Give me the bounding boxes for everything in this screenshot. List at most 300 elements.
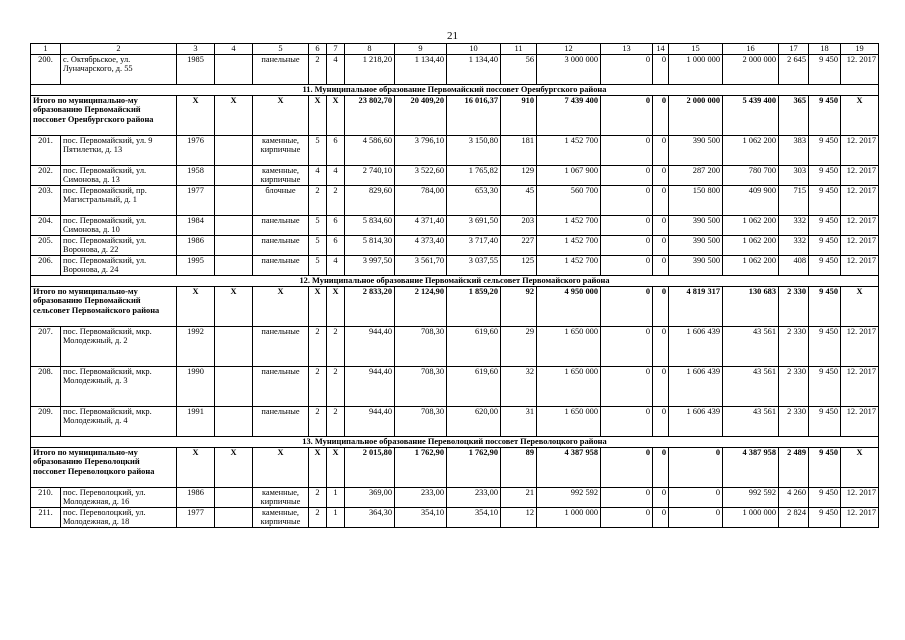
address-cell: пос. Первомайский, ул. 9 Пятилетки, д. 13 [61,136,177,166]
table-cell: 32 [501,367,537,407]
table-cell: 1 062 200 [723,216,779,236]
total-cell: 92 [501,287,537,327]
table-cell: блочные [253,186,309,216]
section-heading-row [31,276,879,287]
deadline-cell: 12. 2017 [841,55,879,85]
deadline-cell: 12. 2017 [841,136,879,166]
total-cell: 1 859,20 [447,287,501,327]
table-cell [215,136,253,166]
table-row [31,327,879,367]
column-number: 13 [601,44,653,55]
table-cell: 9 450 [809,236,841,256]
table-cell: 0 [601,488,653,508]
table-cell: 4 [327,166,345,186]
table-row [31,136,879,166]
column-number: 9 [395,44,447,55]
table-cell: 1 606 439 [669,367,723,407]
table-cell: 0 [653,236,669,256]
table-cell: 944,40 [345,327,395,367]
row-number: 207. [31,327,61,367]
total-cell: X [253,287,309,327]
table-cell: 0 [653,508,669,528]
total-row [31,287,879,327]
total-label: Итого по муниципально-му образованию Переволоцкий поссовет Переволоцкого района [31,448,177,488]
deadline-cell: 12. 2017 [841,367,879,407]
total-cell: X [327,448,345,488]
table-cell: 0 [653,367,669,407]
table-cell: 4 586,60 [345,136,395,166]
table-cell: 9 450 [809,216,841,236]
total-cell: 2 489 [779,448,809,488]
table-cell: 2 [327,186,345,216]
table-cell: 708,30 [395,367,447,407]
table-cell: 619,60 [447,367,501,407]
total-cell: 2 330 [779,287,809,327]
table-cell: 43 561 [723,367,779,407]
table-cell: 0 [601,136,653,166]
table-cell: 2 330 [779,407,809,437]
row-number: 201. [31,136,61,166]
table-cell: 0 [601,55,653,85]
table-cell: 390 500 [669,236,723,256]
table-cell: панельные [253,327,309,367]
table-cell: 2 [327,327,345,367]
table-cell: 1 134,40 [395,55,447,85]
deadline-cell: 12. 2017 [841,488,879,508]
total-cell: 0 [669,448,723,488]
table-cell: 383 [779,136,809,166]
table-cell [215,186,253,216]
total-cell: 365 [779,96,809,136]
address-cell: пос. Переволоцкий, ул. Молодежная, д. 16 [61,488,177,508]
table-cell: каменные, кирпичные [253,136,309,166]
table-cell: 3 717,40 [447,236,501,256]
table-cell: 1 765,82 [447,166,501,186]
table-cell: 1 062 200 [723,136,779,166]
table-cell: 0 [653,488,669,508]
table-row [31,488,879,508]
table-cell: 0 [601,236,653,256]
total-cell: 910 [501,96,537,136]
table-cell: 390 500 [669,136,723,166]
table-row [31,55,879,85]
table-row [31,216,879,236]
table-cell: 0 [653,327,669,367]
address-cell: пос. Первомайский, мкр. Молодежный, д. 3 [61,367,177,407]
total-cell: X [215,448,253,488]
table-cell: 0 [669,508,723,528]
table-cell: 1991 [177,407,215,437]
column-number: 10 [447,44,501,55]
table-cell: 944,40 [345,367,395,407]
total-cell: 2 124,90 [395,287,447,327]
page-number: 21 [447,30,458,42]
table-cell: 0 [601,256,653,276]
total-cell: X [327,287,345,327]
table-cell: 2 [309,508,327,528]
column-number: 6 [309,44,327,55]
table-cell: 715 [779,186,809,216]
deadline-cell: 12. 2017 [841,327,879,367]
total-cell: 9 450 [809,287,841,327]
table-cell: 9 450 [809,407,841,437]
column-number: 1 [31,44,61,55]
total-cell: X [841,287,879,327]
total-cell: X [253,448,309,488]
total-cell: 0 [601,287,653,327]
table-cell: 1 452 700 [537,256,601,276]
table-cell [215,407,253,437]
table-cell: 1 062 200 [723,256,779,276]
address-cell: пос. Первомайский, пр. Магистральный, д. 1 [61,186,177,216]
table-cell: 1958 [177,166,215,186]
row-number: 211. [31,508,61,528]
table-cell: 9 450 [809,136,841,166]
table-cell: 1 [327,508,345,528]
table-cell: 1 452 700 [537,236,601,256]
row-number: 205. [31,236,61,256]
total-cell: X [215,96,253,136]
deadline-cell: 12. 2017 [841,256,879,276]
table-cell: 1 134,40 [447,55,501,85]
table-row [31,367,879,407]
table-cell: 4 [309,166,327,186]
table-cell: 43 561 [723,327,779,367]
table-cell: 0 [653,216,669,236]
total-cell: 130 683 [723,287,779,327]
total-cell: 7 439 400 [537,96,601,136]
table-cell: 125 [501,256,537,276]
row-number: 204. [31,216,61,236]
table-cell: 3 691,50 [447,216,501,236]
table-cell: 5 [309,236,327,256]
total-row [31,448,879,488]
total-cell: X [327,96,345,136]
total-cell: 5 439 400 [723,96,779,136]
table-cell: 1 062 200 [723,236,779,256]
table-cell: 9 450 [809,367,841,407]
table-row [31,186,879,216]
table-cell: 29 [501,327,537,367]
table-cell: каменные, кирпичные [253,508,309,528]
table-cell: 4 260 [779,488,809,508]
table-cell: 203 [501,216,537,236]
total-cell: 9 450 [809,96,841,136]
table-cell [215,236,253,256]
table-cell: 1 650 000 [537,407,601,437]
table-cell: 2 824 [779,508,809,528]
table-cell: 2 330 [779,327,809,367]
table-cell: 2 000 000 [723,55,779,85]
column-number: 7 [327,44,345,55]
total-cell: 16 016,37 [447,96,501,136]
table-cell: панельные [253,256,309,276]
table-cell: 6 [327,236,345,256]
table-cell: 2 [309,367,327,407]
table-cell: 3 997,50 [345,256,395,276]
table-cell: 3 150,80 [447,136,501,166]
table-cell: 56 [501,55,537,85]
table-cell: 227 [501,236,537,256]
table-cell: 2 [309,327,327,367]
total-cell: 0 [653,448,669,488]
table-cell: 4 373,40 [395,236,447,256]
table-cell: 1 606 439 [669,407,723,437]
table-row [31,256,879,276]
table-cell: 390 500 [669,216,723,236]
table-cell: 1 218,20 [345,55,395,85]
table-cell: 0 [601,186,653,216]
table-cell: 1 000 000 [669,55,723,85]
column-number: 8 [345,44,395,55]
table-cell: 1977 [177,186,215,216]
address-cell: пос. Первомайский, ул. Симонова, д. 13 [61,166,177,186]
table-cell: 408 [779,256,809,276]
total-row [31,96,879,136]
table-cell: 3 037,55 [447,256,501,276]
table-cell: 619,60 [447,327,501,367]
row-number: 208. [31,367,61,407]
table-cell: 233,00 [447,488,501,508]
address-cell: пос. Переволоцкий, ул. Молодежная, д. 18 [61,508,177,528]
table-cell: 9 450 [809,55,841,85]
table-cell: 3 561,70 [395,256,447,276]
column-number: 5 [253,44,309,55]
total-cell: 4 819 317 [669,287,723,327]
total-cell: X [253,96,309,136]
table-cell: 1986 [177,236,215,256]
table-cell: 0 [601,166,653,186]
table-cell: 43 561 [723,407,779,437]
table-cell: 1 067 900 [537,166,601,186]
table-cell: 5 814,30 [345,236,395,256]
table-cell: 1977 [177,508,215,528]
table-cell: 233,00 [395,488,447,508]
table-row [31,407,879,437]
table-cell: 287 200 [669,166,723,186]
table-row [31,166,879,186]
table-cell: 2 [309,186,327,216]
table-cell: 5 [309,216,327,236]
table-row [31,508,879,528]
total-cell: 23 802,70 [345,96,395,136]
row-number: 206. [31,256,61,276]
table-cell: 620,00 [447,407,501,437]
table-cell: 0 [669,488,723,508]
total-label: Итого по муниципально-му образованию Первомайский поссовет Оренбургского района [31,96,177,136]
table-cell: 992 592 [723,488,779,508]
table-cell [215,55,253,85]
section-heading-row [31,437,879,448]
table-cell: 4 371,40 [395,216,447,236]
table-cell: 708,30 [395,327,447,367]
table-cell: 1 [327,488,345,508]
deadline-cell: 12. 2017 [841,166,879,186]
table-cell: 1986 [177,488,215,508]
table-cell: 1 000 000 [723,508,779,528]
table-cell: 9 450 [809,166,841,186]
table-cell: 6 [327,216,345,236]
table-cell: 560 700 [537,186,601,216]
table-cell: 1 000 000 [537,508,601,528]
table-cell [215,327,253,367]
table-cell: 5 834,60 [345,216,395,236]
address-cell: пос. Первомайский, ул. Воронова, д. 24 [61,256,177,276]
row-number: 202. [31,166,61,186]
table-cell: 9 450 [809,488,841,508]
total-label: Итого по муниципально-му образованию Первомайский сельсовет Первомайского района [31,287,177,327]
table-cell: 354,10 [447,508,501,528]
table-cell: 1 606 439 [669,327,723,367]
table-cell: 9 450 [809,256,841,276]
deadline-cell: 12. 2017 [841,407,879,437]
table-cell: 1 452 700 [537,136,601,166]
table-cell: 369,00 [345,488,395,508]
row-number: 210. [31,488,61,508]
table-cell [215,256,253,276]
table-cell: 5 [309,136,327,166]
table-cell [215,508,253,528]
table-cell: 2 [327,367,345,407]
column-number: 15 [669,44,723,55]
table-cell: 2 330 [779,367,809,407]
total-cell: X [309,96,327,136]
column-number: 18 [809,44,841,55]
table-cell: 784,00 [395,186,447,216]
table-cell: 1992 [177,327,215,367]
table-cell: 45 [501,186,537,216]
table-cell: 0 [601,216,653,236]
table-cell: 332 [779,216,809,236]
section-heading: 12. Муниципальное образование Первомайский сельсовет Первомайского района [31,276,879,287]
section-heading: 11. Муниципальное образование Первомайский поссовет Оренбургского района [31,85,879,96]
table-cell: 0 [653,407,669,437]
table-cell: 2 645 [779,55,809,85]
row-number: 200. [31,55,61,85]
row-number: 209. [31,407,61,437]
table-cell: 1976 [177,136,215,166]
table-row [31,236,879,256]
table-cell: 9 450 [809,327,841,367]
table-cell: 0 [601,367,653,407]
section-heading: 13. Муниципальное образование Переволоцкий поссовет Переволоцкого района [31,437,879,448]
total-cell: 0 [601,96,653,136]
table-cell: 780 700 [723,166,779,186]
total-cell: 1 762,90 [447,448,501,488]
table-cell: 992 592 [537,488,601,508]
table-cell: 390 500 [669,256,723,276]
table-cell: 1 452 700 [537,216,601,236]
table-cell: 129 [501,166,537,186]
table-cell: 4 [327,55,345,85]
table-body [31,44,879,528]
table-cell [215,488,253,508]
total-cell: 2 833,20 [345,287,395,327]
section-heading-row [31,85,879,96]
table-cell: 944,40 [345,407,395,437]
table-cell: 0 [601,508,653,528]
column-number-row [31,44,879,55]
table-cell: каменные, кирпичные [253,166,309,186]
table-cell: панельные [253,407,309,437]
column-number: 3 [177,44,215,55]
address-cell: пос. Первомайский, ул. Воронова, д. 22 [61,236,177,256]
deadline-cell: 12. 2017 [841,216,879,236]
deadline-cell: 12. 2017 [841,236,879,256]
deadline-cell: 12. 2017 [841,186,879,216]
total-cell: 2 015,80 [345,448,395,488]
total-cell: X [841,96,879,136]
total-cell: X [841,448,879,488]
table-cell: 409 900 [723,186,779,216]
table-cell: 354,10 [395,508,447,528]
deadline-cell: 12. 2017 [841,508,879,528]
table-cell: 1984 [177,216,215,236]
table-cell: панельные [253,236,309,256]
table-cell: 0 [653,136,669,166]
table-cell: 0 [601,407,653,437]
table-cell: 2 [327,407,345,437]
address-cell: с. Октябрьское, ул. Луначарского, д. 55 [61,55,177,85]
address-cell: пос. Первомайский, мкр. Молодежный, д. 4 [61,407,177,437]
total-cell: 89 [501,448,537,488]
total-cell: X [309,448,327,488]
total-cell: X [177,287,215,327]
column-number: 19 [841,44,879,55]
table-cell [215,367,253,407]
table-cell: панельные [253,216,309,236]
table-cell: 5 [309,256,327,276]
total-cell: 9 450 [809,448,841,488]
total-cell: 0 [601,448,653,488]
table-cell: 2 [309,488,327,508]
total-cell: 0 [653,287,669,327]
total-cell: 2 000 000 [669,96,723,136]
total-cell: X [309,287,327,327]
table-cell: 3 522,60 [395,166,447,186]
table-cell: 31 [501,407,537,437]
total-cell: 0 [653,96,669,136]
total-cell: 4 387 958 [537,448,601,488]
column-number: 4 [215,44,253,55]
table-cell: 0 [653,256,669,276]
column-number: 14 [653,44,669,55]
address-cell: пос. Первомайский, мкр. Молодежный, д. 2 [61,327,177,367]
table-cell: 21 [501,488,537,508]
table-cell: 12 [501,508,537,528]
total-cell: 1 762,90 [395,448,447,488]
total-cell: X [215,287,253,327]
row-number: 203. [31,186,61,216]
table-cell: 1 650 000 [537,327,601,367]
table-cell: 0 [653,55,669,85]
table-cell: 9 450 [809,508,841,528]
column-number: 2 [61,44,177,55]
column-number: 11 [501,44,537,55]
table-cell: 303 [779,166,809,186]
total-cell: 20 409,20 [395,96,447,136]
table-cell: 708,30 [395,407,447,437]
table-cell: 0 [653,186,669,216]
table-cell: 829,60 [345,186,395,216]
column-number: 17 [779,44,809,55]
table-cell: 332 [779,236,809,256]
table-cell: 1990 [177,367,215,407]
table-cell: 4 [327,256,345,276]
table-cell: 0 [601,327,653,367]
table-cell: 1985 [177,55,215,85]
table-cell: каменные, кирпичные [253,488,309,508]
